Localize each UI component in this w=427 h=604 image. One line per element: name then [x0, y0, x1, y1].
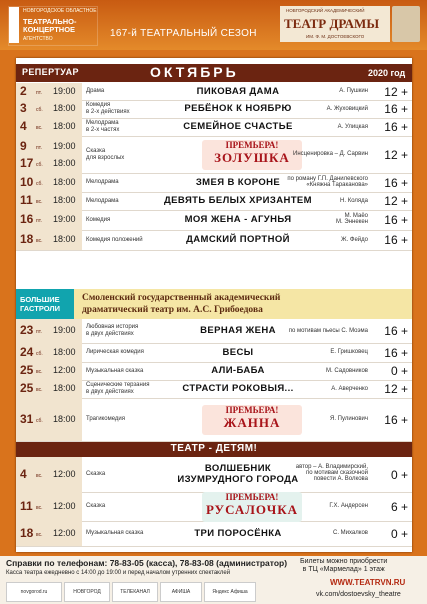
event-day: 17	[20, 155, 34, 170]
tickets-info	[300, 558, 387, 574]
schedule-row[interactable]	[16, 192, 412, 211]
genre-line: Комедия	[86, 102, 111, 108]
event-time: 12:00	[53, 500, 76, 511]
event-day: 16	[20, 212, 34, 226]
event-author	[329, 503, 368, 509]
event-day: 25	[20, 363, 34, 377]
event-weekday: вс.	[36, 125, 43, 131]
title-line: РЕБЁНОК К НОЯБРЮ	[184, 103, 292, 114]
genre-line: Музыкальная сказка	[86, 367, 144, 374]
author-line: по мотивам сказочной	[306, 470, 368, 476]
theatre-logo-sub2: ИМ. Ф. М. ДОСТОЕВСКОГО	[306, 34, 365, 39]
event-weekday: пт.	[36, 144, 42, 151]
age-rating: 16 +	[384, 102, 408, 116]
event-time: 19:00	[53, 85, 76, 96]
genre-line: в 2-х действиях	[86, 109, 130, 115]
event-author	[330, 416, 368, 422]
event-day: 25	[20, 381, 34, 395]
event-weekday: пт.	[36, 89, 42, 96]
event-day: 11	[20, 498, 33, 513]
event-author	[340, 198, 368, 204]
event-day: 31	[20, 411, 34, 426]
event-weekday: пт.	[36, 218, 42, 224]
schedule-row[interactable]	[16, 173, 412, 193]
event-weekday: вс.	[36, 387, 43, 393]
author-line: «Княжна Тараканова»	[306, 181, 368, 188]
agency-logo-line3: АГЕНТСТВО	[23, 36, 53, 42]
author-line: Н. Коляда	[340, 197, 368, 204]
event-time: 19:00	[53, 325, 76, 335]
event-day: 10	[20, 174, 34, 189]
event-weekday: сб.	[36, 107, 43, 113]
event-genre	[86, 198, 119, 205]
event-genre	[86, 324, 138, 338]
author-line: А. Аверченко	[331, 385, 368, 392]
event-author	[338, 124, 368, 130]
schedule-row[interactable]	[16, 210, 412, 231]
event-title[interactable]	[158, 234, 318, 245]
event-title[interactable]	[158, 463, 318, 485]
genre-line: Мелодрама	[86, 120, 119, 126]
event-day: 24	[20, 344, 34, 359]
event-day: 4	[20, 119, 27, 133]
event-day: 2	[20, 83, 27, 98]
event-genre	[86, 217, 110, 224]
title-line: ЗМЕЯ В КОРОНЕ	[195, 176, 281, 188]
event-genre	[86, 382, 149, 396]
title-line: МОЯ ЖЕНА - АГУНЬЯ	[184, 214, 292, 225]
genre-line: Комедия положений	[86, 236, 143, 243]
season-title: 167-й ТЕАТРАЛЬНЫЙ СЕЗОН	[110, 28, 257, 39]
event-genre	[86, 368, 143, 375]
website-link[interactable]: WWW.TEATRVN.RU	[330, 578, 406, 587]
event-genre	[86, 349, 144, 356]
event-day: 3	[20, 101, 27, 115]
schedule-row[interactable]	[16, 230, 412, 251]
event-title[interactable]	[158, 121, 318, 132]
event-title[interactable]	[158, 214, 318, 225]
event-genre	[86, 179, 119, 186]
event-author	[339, 88, 368, 94]
event-genre	[86, 88, 104, 95]
title-line: ВЕСЫ	[222, 346, 254, 358]
event-genre	[86, 416, 125, 423]
schedule-row[interactable]	[16, 492, 412, 522]
event-author	[341, 237, 368, 243]
genre-line: Музыкальная сказка	[86, 530, 144, 536]
tour-badge	[16, 289, 74, 319]
title-line: ВЕРНАЯ ЖЕНА	[200, 325, 276, 336]
event-weekday: сб.	[36, 417, 43, 424]
genre-line: Сказка	[86, 503, 106, 509]
title-line: ДЕВЯТЬ БЕЛЫХ ХРИЗАНТЕМ	[164, 195, 312, 206]
event-weekday: сб.	[36, 350, 43, 357]
event-time: 18:00	[53, 234, 76, 244]
genre-line: в 2-х частях	[86, 127, 120, 133]
event-weekday: вс.	[36, 504, 43, 511]
event-author	[330, 349, 368, 355]
event-author	[287, 176, 368, 188]
portrait-image	[392, 6, 420, 42]
event-title[interactable]	[158, 86, 318, 97]
genre-line: Любовная история	[86, 324, 139, 330]
author-line: Г.Х. Андерсен	[329, 503, 368, 509]
age-rating: 16 +	[384, 324, 408, 338]
genre-line: Мелодрама	[86, 179, 119, 185]
author-line: повести А. Волкова	[313, 476, 368, 482]
premiere-label: ПРЕМЬЕРА!	[225, 491, 279, 502]
event-day: 9	[20, 138, 27, 153]
event-day: 18	[20, 525, 34, 540]
event-author	[296, 464, 368, 482]
schedule-row[interactable]	[16, 319, 412, 344]
event-weekday: сб.	[36, 161, 43, 168]
premiere-title: РУСАЛОЧКА	[205, 501, 299, 517]
schedule-row[interactable]	[16, 136, 412, 174]
author-line: Е. Гришковец	[330, 349, 368, 355]
age-rating: 16 +	[384, 175, 408, 190]
event-author	[327, 106, 368, 112]
tour-badge-line2: ГАСТРОЛИ	[20, 304, 61, 313]
year-label: 2020 год	[368, 68, 406, 78]
premiere-label: ПРЕМЬЕРА!	[225, 404, 279, 415]
partner-logo-5[interactable]: Яндекс Афиша	[204, 582, 256, 602]
event-title[interactable]	[158, 365, 318, 376]
event-weekday: вс.	[36, 369, 43, 375]
phones: Справки по телефонам: 78-83-05 (касса), 78-83-08 (администратор)	[6, 558, 288, 568]
genre-line: Лирическая комедия	[86, 349, 144, 355]
event-weekday: пт.	[36, 329, 42, 335]
event-genre	[86, 530, 143, 537]
genre-line: Драма	[86, 88, 105, 94]
event-time: 18:00	[53, 346, 76, 357]
age-rating: 6 +	[390, 499, 408, 514]
author-line: по мотивам пьесы С. Моэма	[288, 327, 368, 334]
partner-logo-1[interactable]: novgorod.ru	[6, 582, 62, 602]
age-rating: 12 +	[384, 147, 408, 162]
event-author	[289, 328, 368, 334]
event-genre	[86, 237, 143, 244]
event-time: 18:00	[53, 121, 76, 131]
title-line: ВОЛШЕБНИК	[204, 462, 272, 474]
genre-line: в двух действиях	[86, 389, 134, 395]
title-line: ТРИ ПОРОСЁНКА	[194, 527, 282, 539]
genre-line: Сказка	[86, 471, 106, 477]
author-line: Я. Пулинович	[329, 416, 368, 422]
title-line: ИЗУМРУДНОГО ГОРОДА	[177, 473, 299, 485]
event-time: 12:00	[53, 527, 76, 538]
title-line: СЕМЕЙНОЕ СЧАСТЬЕ	[183, 121, 293, 132]
tour-badge-line1: БОЛЬШИЕ	[20, 295, 60, 304]
theatre-logo	[280, 6, 420, 44]
event-time: 18:00	[53, 157, 76, 168]
event-time: 12:00	[53, 365, 76, 375]
event-time: 18:00	[53, 413, 76, 424]
author-line: А. Жуховицкий	[326, 105, 368, 112]
event-weekday: вс.	[36, 472, 43, 479]
age-rating: 0 +	[390, 526, 408, 541]
event-author	[331, 386, 368, 392]
title-line: СТРАСТИ РОКОВЫЯ...	[182, 383, 294, 394]
partner-logo-3[interactable]: ТЕЛЕКАНАЛ	[112, 582, 158, 602]
author-line: Ж. Фейдо	[341, 236, 368, 243]
event-day: 18	[20, 232, 34, 246]
event-author	[336, 213, 368, 225]
event-time: 19:00	[53, 214, 76, 224]
schedule-row[interactable]	[16, 118, 412, 137]
kids-banner	[16, 441, 412, 457]
schedule-row[interactable]	[16, 343, 412, 363]
schedule-row[interactable]	[16, 398, 412, 442]
event-title[interactable]	[158, 383, 318, 394]
schedule-row[interactable]	[16, 100, 412, 119]
age-rating: 0 +	[390, 364, 408, 378]
genre-line: Мелодрама	[86, 197, 119, 204]
genre-line: для взрослых	[86, 154, 125, 161]
author-line: автор – А. Владимирский,	[295, 464, 368, 470]
event-author	[293, 151, 368, 157]
event-genre	[86, 503, 105, 510]
event-weekday: вс.	[36, 199, 43, 205]
event-time: 18:00	[53, 195, 76, 205]
schedule-row[interactable]	[16, 362, 412, 381]
premiere-block[interactable]	[202, 492, 302, 522]
premiere-block[interactable]	[202, 140, 302, 170]
title-line: ПИКОВАЯ ДАМА	[196, 85, 280, 97]
event-time: 18:00	[53, 103, 76, 113]
age-rating: 12 +	[384, 194, 408, 208]
age-rating: 0 +	[390, 467, 408, 482]
title-line: ДАМСКИЙ ПОРТНОЙ	[186, 234, 290, 245]
schedule-row[interactable]	[16, 380, 412, 399]
event-genre	[86, 120, 119, 134]
author-line: А. Улицкая	[337, 123, 368, 130]
event-time: 18:00	[53, 176, 76, 187]
premiere-title: ЖАННА	[223, 414, 281, 430]
genre-line: Сценические терзания	[86, 382, 150, 388]
agency-logo	[8, 6, 98, 46]
tour-text	[82, 292, 280, 316]
age-rating: 16 +	[384, 412, 408, 427]
agency-logo-line2: ТЕАТРАЛЬНО-КОНЦЕРТНОЕ	[23, 17, 77, 34]
event-time: 18:00	[53, 383, 76, 393]
schedule-row[interactable]	[16, 521, 412, 547]
event-weekday: сб.	[36, 180, 43, 187]
author-line: Инсценировка – Д. Сарвин	[293, 151, 368, 157]
age-rating: 16 +	[384, 345, 408, 360]
event-day: 23	[20, 323, 34, 337]
event-author	[326, 368, 368, 374]
genre-line: Комедия	[86, 216, 111, 223]
theatre-logo-sub: НОВГОРОДСКИЙ АКАДЕМИЧЕСКИЙ	[286, 8, 365, 13]
partner-logo-2[interactable]: НОВГОРОД	[64, 582, 110, 602]
age-rating: 16 +	[384, 120, 408, 134]
title-line: АЛИ-БАБА	[211, 365, 265, 376]
genre-line: Сказка	[86, 147, 106, 154]
author-line: М. Садовников	[326, 367, 368, 374]
author-line: А. Пушкин	[339, 88, 368, 94]
genre-line: в двух действиях	[86, 331, 134, 337]
age-rating: 16 +	[384, 213, 408, 227]
event-time: 19:00	[53, 140, 76, 151]
repertoire-label: РЕПЕРТУАР	[22, 67, 79, 77]
event-time: 12:00	[53, 468, 76, 479]
age-rating: 16 +	[384, 233, 408, 247]
agency-logo-line1: НОВГОРОДСКОЕ ОБЛАСТНОЕ	[23, 8, 97, 14]
kids-banner-text: ТЕАТР - ДЕТЯМ!	[170, 443, 258, 454]
vk-link[interactable]: vk.com/dostoevsky_theatre	[316, 591, 401, 598]
author-line: М. Маёо	[344, 213, 368, 219]
author-line: М. Эннекен	[336, 219, 368, 225]
author-line: по роману Г.П. Данилевского	[287, 175, 368, 182]
event-weekday: вс.	[36, 238, 43, 244]
theatre-logo-main: ТЕАТР ДРАМЫ	[284, 16, 380, 31]
event-genre	[86, 471, 105, 478]
event-title[interactable]	[158, 528, 318, 539]
tickets-line: Билеты можно приобрести	[300, 558, 388, 565]
month-title: ОКТЯБРЬ	[150, 64, 239, 80]
age-rating: 12 +	[384, 84, 408, 99]
event-genre	[86, 148, 124, 162]
event-day: 4	[20, 466, 27, 481]
tickets-line: в ТЦ «Мармелад» 1 этаж	[302, 566, 385, 573]
premiere-title: ЗОЛУШКА	[214, 149, 290, 165]
partner-logo-4[interactable]: АФИША	[160, 582, 202, 602]
event-author	[333, 530, 368, 536]
agency-logo-mark	[9, 7, 19, 43]
tour-text-line1: Смоленский государственный академический	[82, 293, 281, 303]
genre-line: Трагикомедия	[86, 416, 126, 422]
schedule-row[interactable]	[16, 457, 412, 493]
schedule-row[interactable]	[16, 83, 412, 101]
tour-text-line2: драматический театр им. А.С. Грибоедова	[82, 305, 263, 315]
event-genre	[86, 102, 130, 116]
event-title[interactable]	[158, 347, 318, 358]
event-day: 11	[20, 193, 33, 207]
author-line: С. Михалков	[332, 530, 368, 536]
premiere-label: ПРЕМЬЕРА!	[225, 139, 279, 150]
cash-hours: Касса театра ежедневно с 14:00 до 19:00 и перед началом утренних спектаклей	[6, 570, 231, 576]
event-title[interactable]	[158, 103, 318, 114]
age-rating: 12 +	[384, 382, 408, 396]
event-title[interactable]	[158, 195, 318, 206]
event-weekday: вс.	[36, 531, 43, 538]
premiere-block[interactable]	[202, 405, 302, 435]
